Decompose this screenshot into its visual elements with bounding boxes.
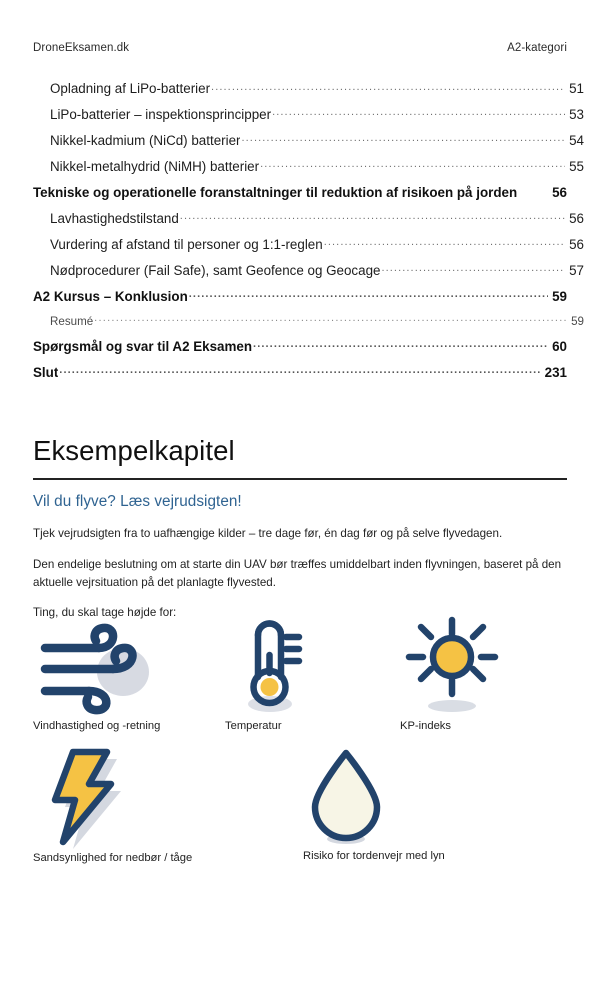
toc-entry-label: Opladning af LiPo-batterier	[50, 81, 211, 97]
body-paragraph-3: Ting, du skal tage højde for:	[33, 606, 177, 620]
toc-entry-label: Tekniske og operationelle foranstaltninger til reduktion af risikoen på jorden	[33, 184, 518, 200]
toc-entry-label: Resumé	[50, 314, 94, 328]
icon-row-1	[33, 614, 567, 732]
toc-entry[interactable]	[33, 338, 567, 354]
toc-page-number: 59	[571, 314, 584, 328]
toc-page-number: 53	[569, 107, 584, 123]
toc-leader-dots	[518, 184, 548, 197]
toc-leader-dots	[260, 158, 565, 171]
toc-leader-dots	[180, 209, 565, 222]
chapter-title: Eksempelkapitel	[33, 435, 235, 466]
chapter-divider	[33, 478, 567, 480]
toc-entry-label: Nikkel-kadmium (NiCd) batterier	[50, 133, 241, 149]
toc-leader-dots	[324, 235, 565, 248]
icon-caption: KP-indeks	[400, 720, 451, 732]
toc-entry-label: Vurdering af afstand til personer og 1:1-reglen	[50, 236, 323, 252]
toc-entry-label: Slut	[33, 364, 59, 380]
toc-entry-label: LiPo-batterier – inspektionsprincipper	[50, 107, 272, 123]
toc-entry[interactable]	[33, 158, 584, 174]
toc-entry[interactable]	[33, 235, 584, 251]
toc-leader-dots	[59, 364, 540, 377]
toc-page-number: 54	[569, 133, 584, 149]
toc-entry[interactable]	[33, 106, 584, 122]
toc-entry[interactable]	[33, 287, 567, 303]
icon-caption: Sandsynlighed for nedbør / tåge	[33, 852, 193, 864]
icon-cell-wind	[33, 614, 225, 732]
toc-entry-label: Nikkel-metalhydrid (NiMH) batterier	[50, 159, 260, 175]
icon-caption: Risiko for tordenvejr med lyn	[303, 850, 445, 862]
icon-caption: Temperatur	[225, 720, 282, 732]
toc-entry[interactable]	[33, 80, 584, 96]
toc-page-number: 55	[569, 159, 584, 175]
body-paragraph-1: Tjek vejrudsigten fra to uafhængige kilder – tre dage før, én dag før og på selve flyvedagen.	[33, 527, 503, 541]
toc-leader-dots	[94, 313, 567, 325]
header-right-text: A2-kategori	[507, 42, 567, 54]
icon-cell-temperature	[225, 614, 400, 732]
chapter-subheading: Vil du flyve? Læs vejrudsigten!	[33, 493, 242, 511]
toc-leader-dots	[253, 338, 548, 351]
header-left-text: DroneEksamen.dk	[33, 42, 130, 54]
running-header	[33, 42, 567, 54]
toc-leader-dots	[241, 132, 565, 145]
toc-entry-label: Spørgsmål og svar til A2 Eksamen	[33, 339, 253, 354]
wind-icon	[33, 614, 165, 718]
toc-entry-label: A2 Kursus – Konklusion	[33, 288, 188, 304]
toc-entry[interactable]	[33, 209, 584, 225]
toc-leader-dots	[272, 106, 565, 119]
toc-page-number: 56	[569, 236, 584, 252]
toc-page-number: 51	[569, 81, 584, 97]
icon-cell-precipitation	[33, 746, 303, 864]
toc-leader-dots	[211, 80, 565, 93]
weather-factor-icon-grid	[33, 614, 567, 864]
toc-leader-dots	[381, 261, 565, 274]
icon-row-2	[33, 746, 567, 864]
icon-cell-kp-index	[400, 614, 560, 732]
toc-leader-dots	[189, 287, 548, 300]
toc-entry[interactable]	[33, 184, 567, 200]
toc-page-number: 56	[569, 210, 584, 226]
water-droplet-icon	[303, 746, 389, 848]
body-paragraph-2: Den endelige beslutning om at starte din UAV bør træffes umiddelbart inden flyvningen, baseret på den aktuelle vejrsituation på det planlagte flyvested.	[33, 558, 562, 589]
toc-entry[interactable]	[33, 261, 584, 277]
toc-entry-label: Nødprocedurer (Fail Safe), samt Geofence og Geocage	[50, 262, 381, 278]
toc-page-number: 231	[544, 364, 567, 380]
toc-entry[interactable]	[33, 132, 584, 148]
toc-page-number: 56	[552, 184, 567, 200]
toc-page-number: 60	[552, 339, 567, 354]
icon-caption: Vindhastighed og -retning	[33, 720, 161, 732]
table-of-contents	[33, 80, 584, 389]
toc-page-number: 57	[569, 262, 584, 278]
sun-icon	[400, 614, 504, 718]
toc-entry-label: Lavhastighedstilstand	[50, 210, 179, 226]
icon-cell-thunderstorm	[303, 746, 563, 862]
chapter-section	[33, 436, 567, 634]
toc-page-number: 59	[552, 288, 567, 304]
toc-entry[interactable]	[33, 313, 584, 328]
toc-entry[interactable]	[33, 364, 567, 380]
lightning-bolt-icon	[33, 746, 129, 850]
thermometer-icon	[225, 614, 315, 718]
